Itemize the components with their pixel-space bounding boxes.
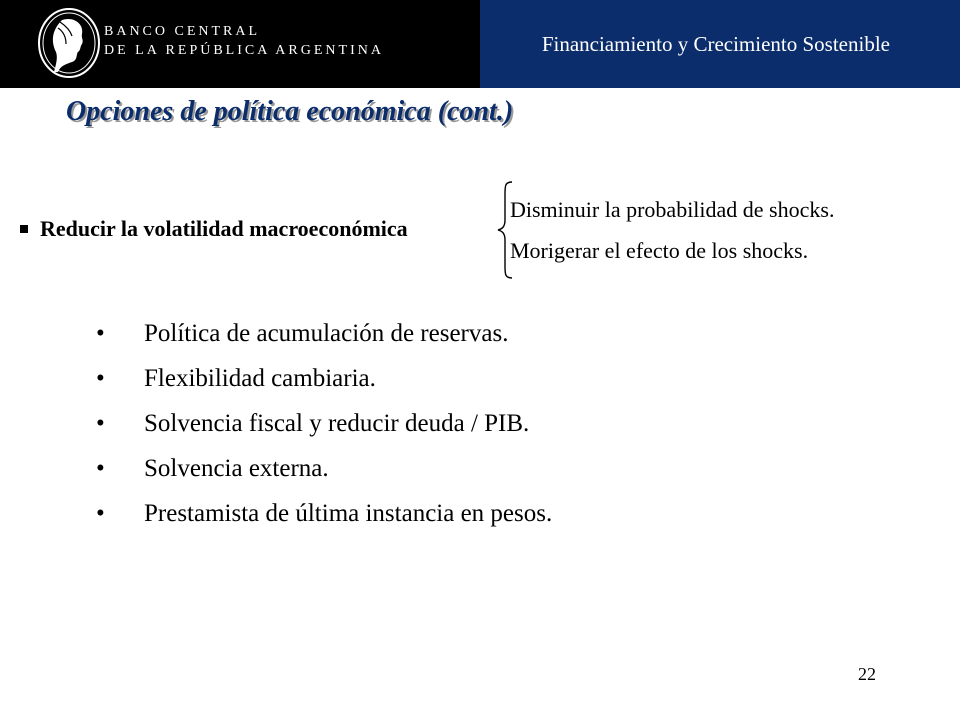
bullet-icon: • xyxy=(96,365,105,392)
list-item-text: Política de acumulación de reservas. xyxy=(144,320,509,347)
bank-name-line2: DE LA REPÚBLICA ARGENTINA xyxy=(104,43,384,58)
bullet-icon: • xyxy=(96,455,105,482)
list-item-text: Prestamista de última instancia en pesos. xyxy=(144,500,553,527)
list-item-text: Solvencia fiscal y reducir deuda / PIB. xyxy=(144,410,530,437)
slide-title: Opciones de política económica (cont.) xyxy=(66,96,514,127)
main-point-text: Reducir la volatilidad macroeconómica xyxy=(40,216,408,241)
main-point xyxy=(20,216,408,242)
list-item-text: Solvencia externa. xyxy=(144,455,329,482)
page-number: 22 xyxy=(858,664,876,684)
header-title-band xyxy=(480,0,960,88)
header-logo-band xyxy=(0,0,480,88)
option-item: Disminuir la probabilidad de shocks. xyxy=(510,197,835,222)
section-title: Financiamiento y Crecimiento Sostenible xyxy=(541,32,890,56)
bullet-icon: • xyxy=(96,320,105,347)
bank-name-line1: BANCO CENTRAL xyxy=(104,24,261,39)
option-item: Morigerar el efecto de los shocks. xyxy=(510,238,809,263)
seal-profile-icon xyxy=(36,6,102,80)
square-bullet-icon xyxy=(20,225,28,233)
curly-brace-icon xyxy=(496,180,514,280)
bank-name xyxy=(104,22,384,60)
bullet-icon: • xyxy=(96,410,105,437)
bullet-icon: • xyxy=(96,500,105,527)
list-item-text: Flexibilidad cambiaria. xyxy=(144,365,376,392)
